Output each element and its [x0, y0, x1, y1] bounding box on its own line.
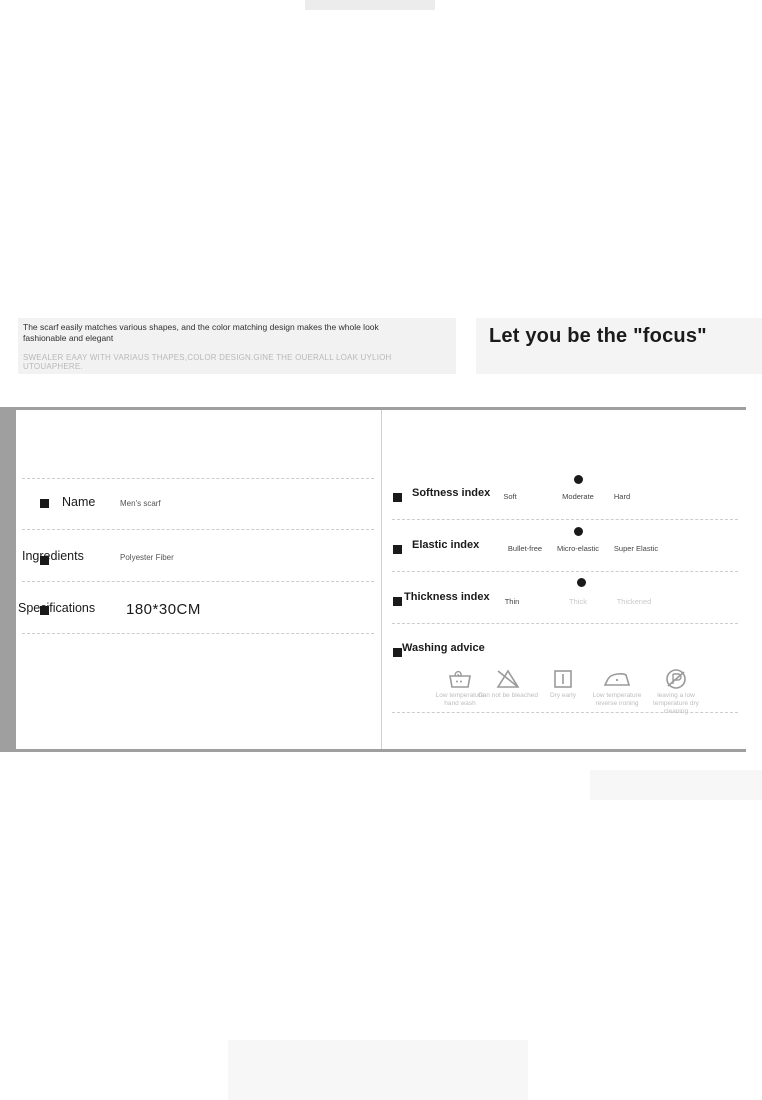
wash-caption-hand-wash: Low temperature hand wash: [435, 692, 485, 707]
spec-row-thickness: [392, 572, 738, 624]
no-dry-clean-icon: [663, 668, 689, 690]
scale-option-thickened[interactable]: Thickened: [616, 597, 652, 606]
wash-item-no-bleach: [478, 668, 538, 700]
banner-headline: Let you be the "focus": [489, 325, 707, 347]
banner-description-sub: SWEALER EAAY WITH VARIAUS THAPES,COLOR DESIGN.GINE THE OUERALL LOAK UYLIOH UTOUAPHERE.: [23, 353, 392, 371]
spec-label-washing: Washing advice: [402, 642, 485, 654]
washing-row-divider: [392, 712, 738, 713]
wash-item-dry-early: [533, 668, 593, 700]
bullet-square-icon: [393, 545, 402, 554]
spec-label-thickness: Thickness index: [404, 591, 490, 603]
background-smudge: [590, 770, 762, 800]
banner-top-smudge: [305, 0, 435, 10]
scale-selected-dot: [574, 475, 583, 484]
scale-option-soft[interactable]: Soft: [503, 492, 517, 501]
banner-description: The scarf easily matches various shapes, and the color matching design makes the whole look fashionable and elegant: [23, 322, 379, 343]
spec-row-elastic: [392, 520, 738, 572]
row-divider: [22, 633, 374, 634]
no-bleach-icon: [495, 668, 521, 690]
washing-icon-row: [430, 668, 736, 715]
spec-row-softness: [392, 468, 738, 520]
spec-value-ingredients: Polyester Fiber: [120, 553, 174, 562]
background-smudge: [228, 1040, 528, 1100]
row-divider-top: [22, 478, 374, 479]
spec-label-ingredients: Ingredients: [22, 549, 84, 563]
spec-row-name: [22, 478, 374, 530]
wash-caption-no-bleach: Can not be bleached: [478, 692, 538, 699]
scale-option-super-elastic[interactable]: Super Elastic: [613, 544, 659, 553]
wash-item-low-iron: [587, 668, 647, 708]
spec-row-washing: [392, 624, 738, 664]
scale-option-thin[interactable]: Thin: [504, 597, 520, 606]
wash-caption-low-iron: Low temperature reverse ironing: [592, 692, 642, 707]
spec-card-divider: [381, 410, 382, 749]
hand-wash-icon: [447, 668, 473, 690]
scale-selected-dot: [574, 527, 583, 536]
spec-value-specifications: 180*30CM: [126, 601, 201, 618]
spec-label-name: Name: [62, 495, 96, 509]
scale-option-thick[interactable]: Thick: [569, 597, 587, 606]
scale-option-bullet-free[interactable]: Bullet-free: [507, 544, 543, 553]
wash-caption-no-dry-clean: leaving a low temperature dry cleaning: [653, 692, 699, 715]
spec-label-specifications: Specifications: [18, 601, 96, 615]
scale-option-moderate[interactable]: Moderate: [562, 492, 594, 501]
dry-early-icon: [550, 668, 576, 690]
spec-value-name: Men's scarf: [120, 499, 161, 508]
scale-option-micro-elastic[interactable]: Micro-elastic: [556, 544, 600, 553]
bullet-square-icon: [393, 493, 402, 502]
low-iron-icon: [602, 668, 632, 690]
spec-row-ingredients: [22, 530, 374, 582]
scale-selected-dot: [577, 578, 586, 587]
scale-option-hard[interactable]: Hard: [613, 492, 631, 501]
wash-item-no-dry-clean: [646, 668, 706, 716]
spec-row-specifications: [18, 582, 374, 634]
spec-label-elastic: Elastic index: [412, 539, 480, 551]
bullet-square-icon: [393, 648, 402, 657]
wash-caption-dry-early: Dry early: [549, 692, 576, 699]
bullet-square-icon: [40, 499, 49, 508]
bullet-square-icon: [393, 597, 402, 606]
spec-label-softness: Softness index: [412, 487, 491, 499]
top-banner: [0, 0, 762, 383]
